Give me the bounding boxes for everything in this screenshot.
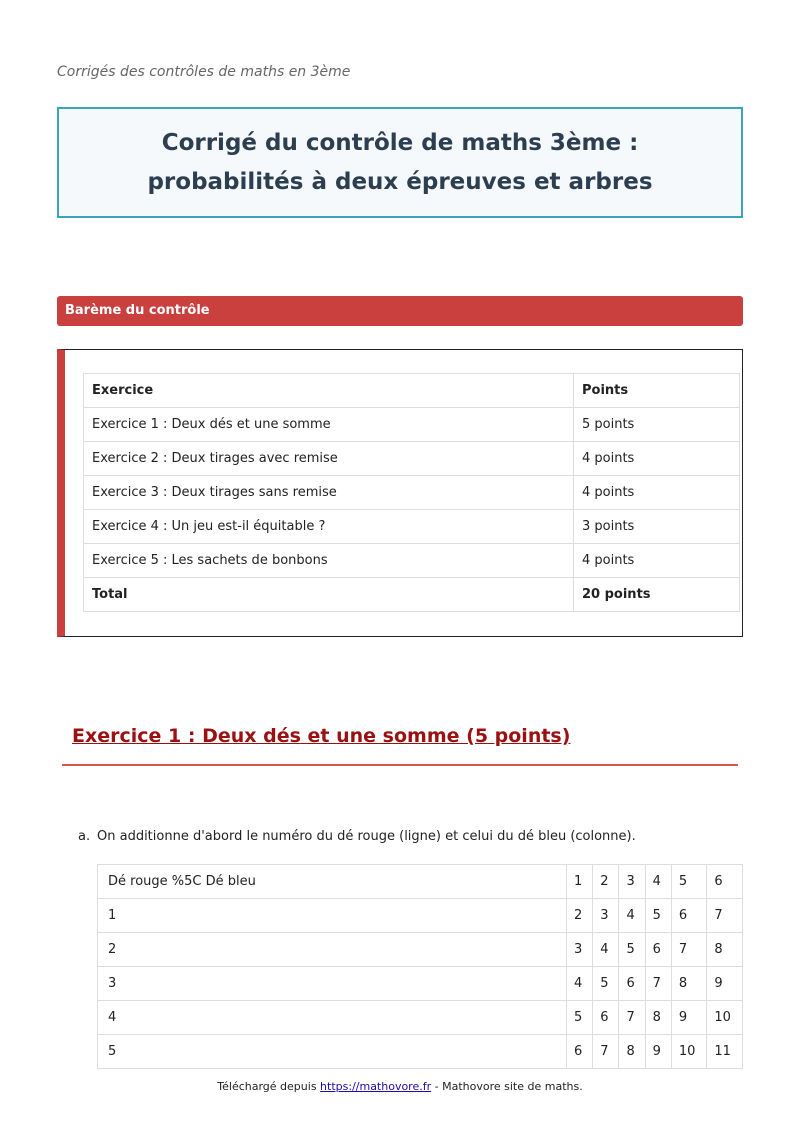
exercise-cell: Exercice 1 : Deux dés et une somme xyxy=(84,408,574,442)
list-item-text: On additionne d'abord le numéro du dé rouge (ligne) et celui du dé bleu (colonne). xyxy=(97,829,636,844)
sum-cell: 10 xyxy=(671,1035,707,1069)
sum-cell: 6 xyxy=(671,899,707,933)
table-header-row xyxy=(84,374,740,408)
sum-cell: 9 xyxy=(707,967,743,1001)
sum-cell: 4 xyxy=(593,933,619,967)
header-cell-points: Points xyxy=(574,374,740,408)
exercise-cell: Exercice 4 : Un jeu est-il équitable ? xyxy=(84,510,574,544)
exercise-1-title: Exercice 1 : Deux dés et une somme (5 points) xyxy=(72,725,571,747)
row-header-cell: 5 xyxy=(98,1035,567,1069)
sum-cell: 9 xyxy=(671,1001,707,1035)
sum-cell: 8 xyxy=(645,1001,671,1035)
sum-cell: 6 xyxy=(593,1001,619,1035)
sum-cell: 9 xyxy=(645,1035,671,1069)
sum-cell: 7 xyxy=(707,899,743,933)
points-cell: 4 points xyxy=(574,476,740,510)
list-item xyxy=(78,829,636,844)
table-header-row xyxy=(98,865,743,899)
sum-cell: 3 xyxy=(593,899,619,933)
title-box xyxy=(57,107,743,218)
sum-cell: 8 xyxy=(707,933,743,967)
row-header-cell: 1 xyxy=(98,899,567,933)
sum-cell: 5 xyxy=(619,933,645,967)
sum-cell: 3 xyxy=(567,933,593,967)
sum-cell: 6 xyxy=(619,967,645,1001)
sum-cell: 4 xyxy=(619,899,645,933)
sum-cell: 7 xyxy=(619,1001,645,1035)
sum-cell: 4 xyxy=(567,967,593,1001)
sum-cell: 11 xyxy=(707,1035,743,1069)
footer xyxy=(0,1080,800,1093)
table-row xyxy=(98,933,743,967)
sum-cell: 5 xyxy=(593,967,619,1001)
exercise-divider xyxy=(62,764,738,766)
sum-cell: 7 xyxy=(645,967,671,1001)
bareme-heading: Barème du contrôle xyxy=(57,296,743,326)
table-row xyxy=(98,1035,743,1069)
sum-cell: 5 xyxy=(567,1001,593,1035)
sum-cell: 2 xyxy=(567,899,593,933)
footer-suffix: - Mathovore site de maths. xyxy=(431,1080,583,1093)
bareme-panel xyxy=(57,349,743,637)
exercise-cell: Exercice 5 : Les sachets de bonbons xyxy=(84,544,574,578)
list-marker: a. xyxy=(78,829,91,844)
table-row xyxy=(98,1001,743,1035)
sum-cell: 6 xyxy=(645,933,671,967)
exercise-cell: Exercice 2 : Deux tirages avec remise xyxy=(84,442,574,476)
table-row xyxy=(84,476,740,510)
column-header-cell: 3 xyxy=(619,865,645,899)
corner-cell: Dé rouge %5C Dé bleu xyxy=(98,865,567,899)
sum-cell: 7 xyxy=(671,933,707,967)
points-cell: 3 points xyxy=(574,510,740,544)
table-row xyxy=(84,408,740,442)
table-row xyxy=(98,967,743,1001)
total-points-cell: 20 points xyxy=(574,578,740,612)
column-header-cell: 4 xyxy=(645,865,671,899)
table-row xyxy=(84,442,740,476)
column-header-cell: 6 xyxy=(707,865,743,899)
sum-cell: 8 xyxy=(671,967,707,1001)
sum-cell: 6 xyxy=(567,1035,593,1069)
table-row xyxy=(84,544,740,578)
sum-cell: 7 xyxy=(593,1035,619,1069)
points-cell: 4 points xyxy=(574,544,740,578)
exercise-cell: Exercice 3 : Deux tirages sans remise xyxy=(84,476,574,510)
column-header-cell: 2 xyxy=(593,865,619,899)
sum-cell: 10 xyxy=(707,1001,743,1035)
header-cell-exercice: Exercice xyxy=(84,374,574,408)
breadcrumb[interactable]: Corrigés des contrôles de maths en 3ème xyxy=(57,64,351,80)
column-header-cell: 5 xyxy=(671,865,707,899)
points-cell: 5 points xyxy=(574,408,740,442)
column-header-cell: 1 xyxy=(567,865,593,899)
row-header-cell: 3 xyxy=(98,967,567,1001)
points-cell: 4 points xyxy=(574,442,740,476)
footer-prefix: Téléchargé depuis xyxy=(217,1080,321,1093)
row-header-cell: 4 xyxy=(98,1001,567,1035)
footer-link[interactable]: https://mathovore.fr xyxy=(320,1080,432,1093)
table-row xyxy=(84,510,740,544)
page-title: Corrigé du contrôle de maths 3ème : probabilités à deux épreuves et arbres xyxy=(147,129,653,195)
total-label-cell: Total xyxy=(84,578,574,612)
table-total-row xyxy=(84,578,740,612)
sum-cell: 5 xyxy=(645,899,671,933)
row-header-cell: 2 xyxy=(98,933,567,967)
bareme-table xyxy=(83,373,740,612)
dice-sum-table xyxy=(97,864,743,1069)
table-row xyxy=(98,899,743,933)
sum-cell: 8 xyxy=(619,1035,645,1069)
